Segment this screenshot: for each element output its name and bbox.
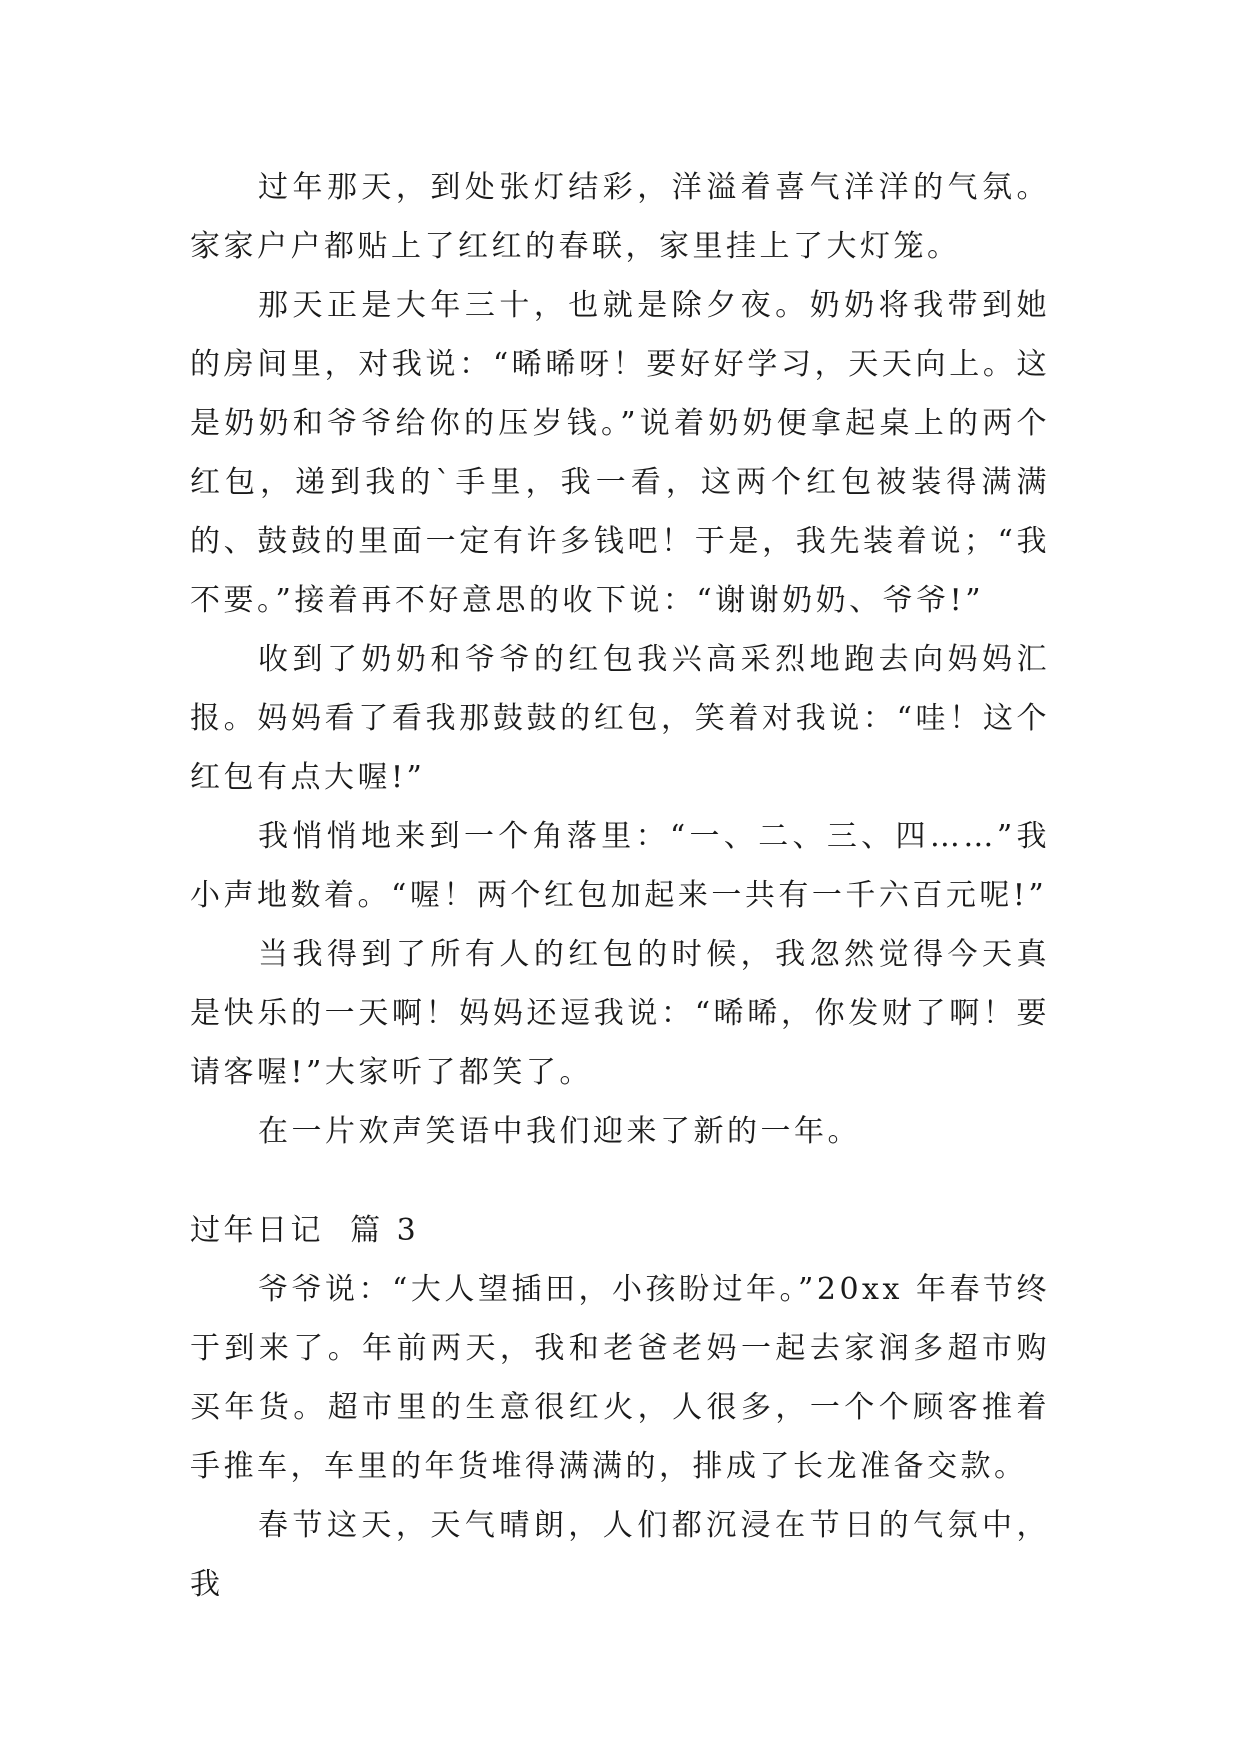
paragraph: 春节这天，天气晴朗，人们都沉浸在节日的气氛中，我 (190, 1508, 1050, 1602)
document-body (190, 158, 1050, 1614)
paragraph: 那天正是大年三十，也就是除夕夜。奶奶将我带到她的房间里，对我说：“晞晞呀！要好好学习，天天向上。这是奶奶和爷爷给你的压岁钱。”说着奶奶便拿起桌上的两个红包，递到我的`手里，我一看，这两个红包被装得满满的、鼓鼓的里面一定有许多钱吧！于是，我先装着说；“我不要。”接着再不好意思的收下说：“谢谢奶奶、爷爷!” (190, 288, 1050, 618)
section-heading: 过年日记 篇 3 (190, 1213, 420, 1248)
paragraph: 过年那天，到处张灯结彩，洋溢着喜气洋洋的气氛。家家户户都贴上了红红的春联，家里挂上了大灯笼。 (190, 170, 1050, 264)
paragraph: 爷爷说：“大人望插田，小孩盼过年。”20xx 年春节终于到来了。年前两天，我和老爸老妈一起去家润多超市购买年货。超市里的生意很红火，人很多，一个个顾客推着手推车，车里的年货堆得满满的，排成了长龙准备交款。 (190, 1272, 1050, 1484)
paragraph: 在一片欢声笑语中我们迎来了新的一年。 (258, 1114, 861, 1149)
paragraph: 收到了奶奶和爷爷的红包我兴高采烈地跑去向妈妈汇报。妈妈看了看我那鼓鼓的红包，笑着对我说：“哇！这个红包有点大喔!” (190, 642, 1050, 795)
paragraph: 我悄悄地来到一个角落里：“一、二、三、四……”我小声地数着。“喔！两个红包加起来一共有一千六百元呢!” (190, 819, 1050, 913)
paragraph: 当我得到了所有人的红包的时候，我忽然觉得今天真是快乐的一天啊！妈妈还逗我说：“晞晞，你发财了啊！要请客喔!”大家听了都笑了。 (190, 937, 1050, 1090)
